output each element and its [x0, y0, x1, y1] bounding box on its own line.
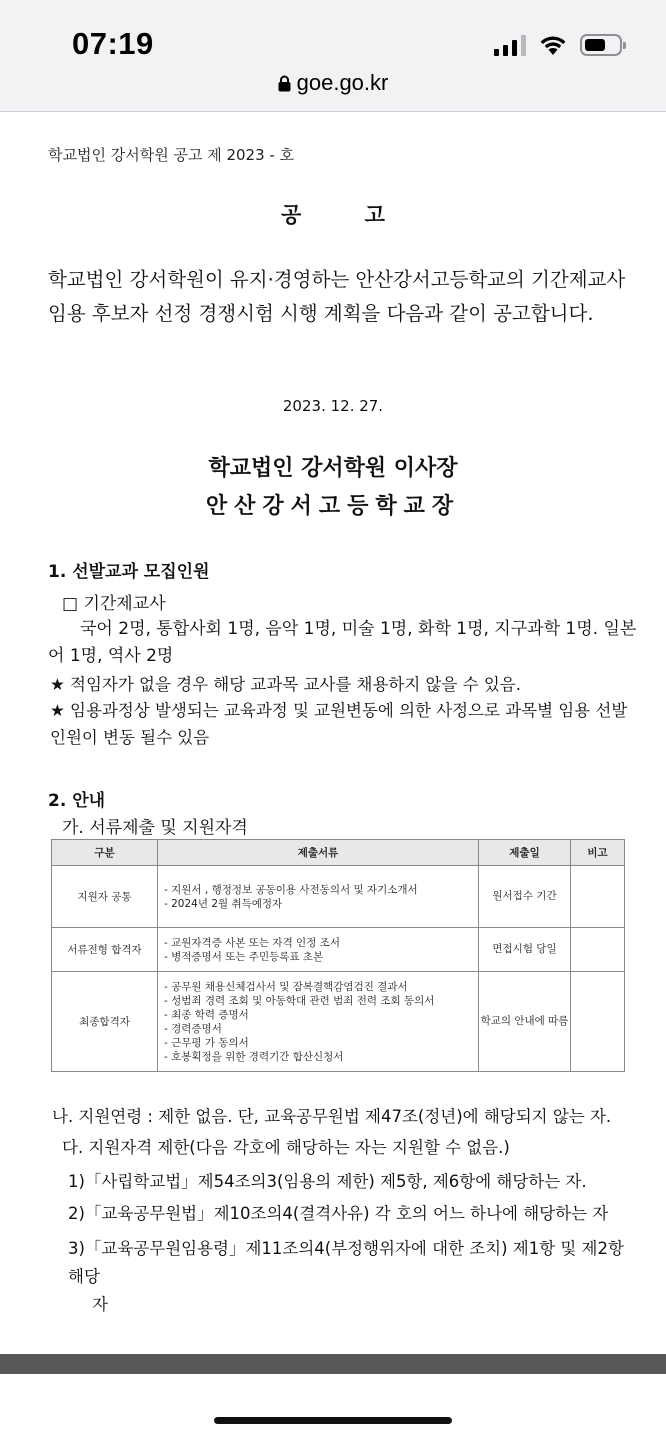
signature-principal: 안산강서고등학교장 [205, 494, 461, 519]
row-note [571, 866, 625, 928]
document-item: - 성범죄 경력 조회 및 아동학대 관련 범죄 전력 조회 동의서 [164, 994, 435, 1007]
document-item: - 최종 학력 증명서 [164, 1008, 249, 1021]
row-due: 원서접수 기간 [479, 866, 571, 928]
notice-reference: 학교법인 강서학원 공고 제 2023 - 호 [48, 146, 295, 164]
restriction-item-2: 2)「교육공무원법」제10조의4(결격사유) 각 호의 어느 하나에 해당하는 자 [68, 1204, 609, 1223]
row-due: 학교의 안내에 따름 [479, 972, 571, 1072]
row-category: 서류전형 합격자 [52, 928, 158, 972]
row-documents [158, 928, 479, 972]
documents-table [51, 839, 625, 1072]
row-documents [158, 866, 479, 928]
header-category: 구분 [52, 840, 158, 866]
header-documents: 제출서류 [158, 840, 479, 866]
url-text: goe.go.kr [296, 70, 389, 95]
row-documents [158, 972, 479, 1072]
row-category: 지원자 공통 [52, 866, 158, 928]
section2-sub-b: 나. 지원연령 : 제한 없음. 단, 교육공무원법 제47조(정년)에 해당되지 않는 자. [52, 1107, 612, 1126]
section1-note1: ★ 적임자가 없을 경우 해당 교과목 교사를 채용하지 않을 수 있음. [50, 675, 521, 694]
page-footer-bar [0, 1354, 666, 1374]
restriction-item-3 [68, 1235, 638, 1319]
status-time: 07:19 [72, 26, 154, 61]
document-item: - 교원자격증 사본 또는 자격 인정 조서 [164, 936, 340, 949]
notice-date: 2023. 12. 27. [282, 397, 384, 415]
section2-sub-c: 다. 지원자격 제한(다음 각호에 해당하는 자는 지원할 수 없음.) [62, 1138, 510, 1157]
row-note [571, 928, 625, 972]
row-category: 최종합격자 [52, 972, 158, 1072]
restriction-item-3-text: 3)「교육공무원임용령」제11조의4(부정행위자에 대한 조치) 제1항 및 제2항 해당 [68, 1239, 624, 1286]
section1-subjects: 국어 2명, 통합사회 1명, 음악 1명, 미술 1명, 화학 1명, 지구과학 1명. 일본어 1명, 역사 2명 [48, 619, 637, 666]
status-icons [494, 30, 622, 60]
wifi-icon [538, 34, 568, 56]
header-due: 제출일 [479, 840, 571, 866]
table-header-row [52, 840, 625, 866]
section1-subheading: □ 기간제교사 [62, 594, 166, 614]
address-bar[interactable] [0, 70, 666, 96]
table-row [52, 972, 625, 1072]
table-row [52, 928, 625, 972]
signature-chairman: 학교법인 강서학원 이사장 [208, 456, 458, 481]
cellular-signal-icon [494, 34, 526, 56]
document-item: - 지원서 , 행정정보 공동이용 사전동의서 및 자기소개서 [164, 883, 418, 896]
row-due: 면접시험 당일 [479, 928, 571, 972]
document-item: - 공무원 채용신체검사서 및 잠복결핵감염검진 결과서 [164, 980, 408, 993]
notice-title: 공 고 [281, 203, 413, 227]
row-note [571, 972, 625, 1072]
battery-icon [580, 34, 622, 56]
lock-icon [278, 75, 291, 92]
document-item: - 경력증명서 [164, 1022, 222, 1035]
section2-sub-a: 가. 서류제출 및 지원자격 [62, 818, 248, 838]
header-note: 비고 [571, 840, 625, 866]
section2-heading: 2. 안내 [48, 791, 106, 811]
notice-intro: 학교법인 강서학원이 유지·경영하는 안산강서고등학교의 기간제교사 임용 후보자 선정 경쟁시험 시행 계획을 다음과 같이 공고합니다. [48, 268, 626, 325]
document-item: - 2024년 2월 취득예정자 [164, 897, 283, 910]
home-indicator[interactable] [214, 1417, 452, 1424]
restriction-item-1: 1)「사립학교법」제54조의3(임용의 제한) 제5항, 제6항에 해당하는 자. [68, 1172, 587, 1191]
restriction-item-3-continued: 자 [92, 1295, 108, 1314]
document-item: - 근무평 가 동의서 [164, 1036, 249, 1049]
document-item: - 병적증명서 또는 주민등록표 초본 [164, 950, 324, 963]
status-bar [0, 0, 666, 112]
section1-note2: ★ 임용과정상 발생되는 교육과정 및 교원변동에 의한 사정으로 과목별 임용 선발 인원이 변동 될수 있음 [50, 701, 628, 747]
table-row [52, 866, 625, 928]
document-item: - 호봉획정을 위한 경력기간 합산신청서 [164, 1050, 344, 1063]
section1-heading: 1. 선발교과 모집인원 [48, 562, 210, 582]
